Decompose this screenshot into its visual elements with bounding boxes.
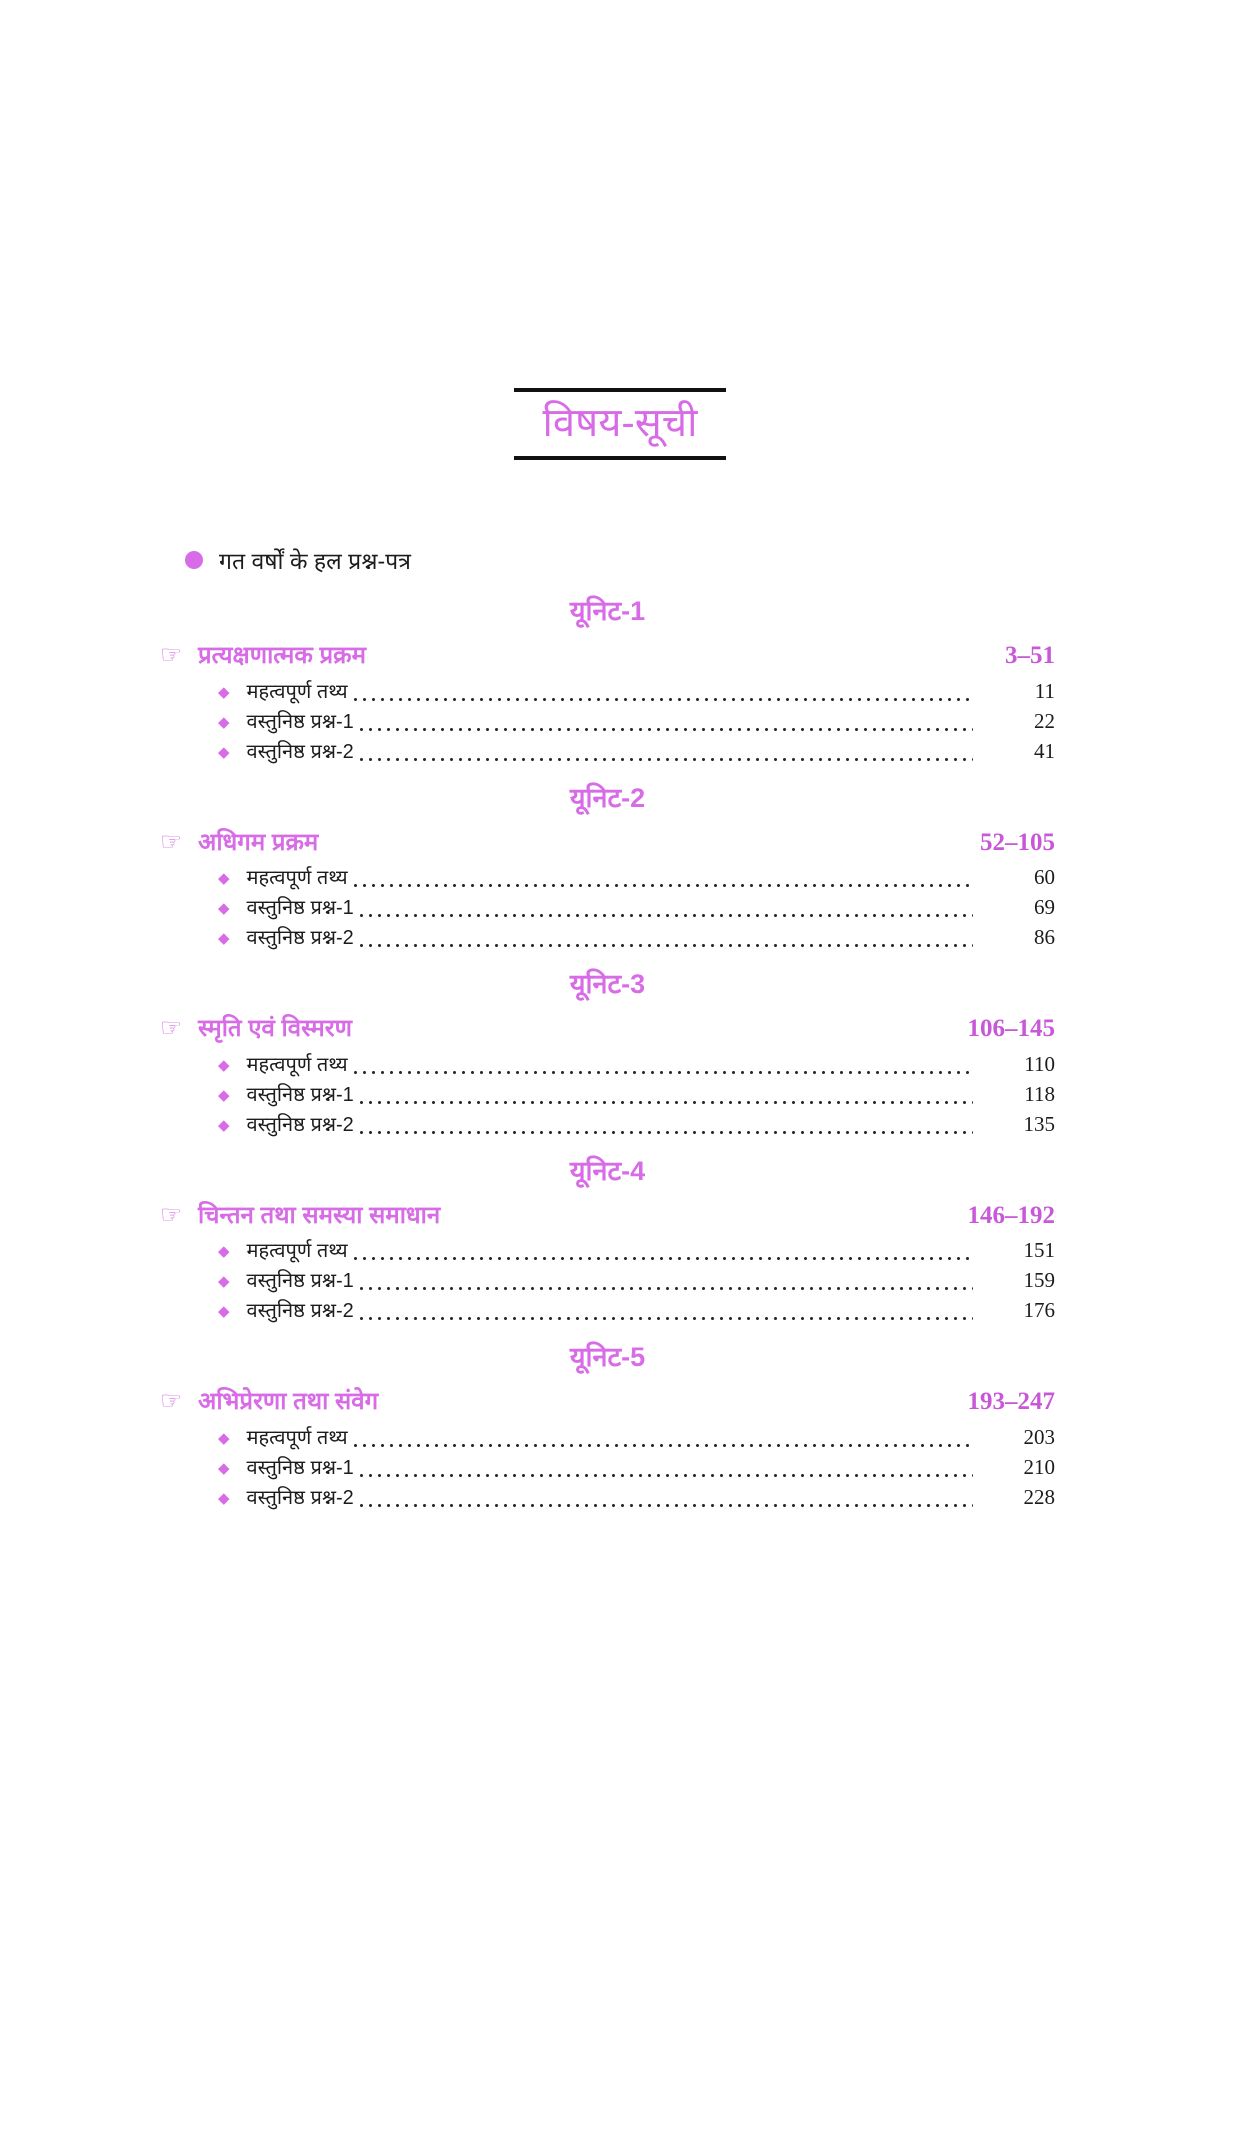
- toc-item-label: वस्तुनिष्ठ प्रश्न-2: [246, 1113, 354, 1136]
- chapter-items: [160, 1236, 1055, 1326]
- toc-item-row: [160, 707, 1055, 737]
- circle-bullet-icon: [185, 551, 203, 569]
- dot-leader: [351, 882, 973, 888]
- toc-item-page: 135: [1023, 1111, 1055, 1136]
- toc-item-row: [160, 1423, 1055, 1453]
- unit-header: यूनिट-5: [569, 1342, 646, 1373]
- title-block: [514, 388, 726, 460]
- diamond-bullet-icon: ◆: [218, 900, 230, 918]
- page-title: विषय-सूची: [542, 401, 698, 445]
- toc-item-page: 203: [1023, 1424, 1055, 1449]
- diamond-bullet-icon: ◆: [218, 1429, 230, 1447]
- pointing-hand-icon: ☞: [160, 641, 183, 670]
- toc-item-label: महत्वपूर्ण तथ्य: [246, 1240, 348, 1263]
- toc-item-page: 22: [1034, 708, 1055, 733]
- dot-leader: [357, 1129, 973, 1135]
- dot-leader: [357, 1502, 973, 1508]
- diamond-bullet-icon: ◆: [218, 683, 230, 701]
- toc-item-page: 110: [1024, 1051, 1055, 1076]
- toc-item-page: 210: [1023, 1454, 1055, 1479]
- chapter-page-range: 193–247: [967, 1388, 1055, 1416]
- toc-item-label: वस्तुनिष्ठ प्रश्न-2: [246, 1300, 354, 1323]
- pointing-hand-icon: ☞: [160, 1387, 183, 1416]
- intro-row: [160, 544, 1055, 576]
- chapter-title: अधिगम प्रक्रम: [198, 828, 319, 856]
- diamond-bullet-icon: ◆: [218, 930, 230, 948]
- diamond-bullet-icon: ◆: [218, 1116, 230, 1134]
- toc-item-row: [160, 737, 1055, 767]
- dot-leader: [357, 1285, 973, 1291]
- units-list: [160, 594, 1055, 1513]
- unit-section: [160, 781, 1055, 954]
- chapter-title: प्रत्यक्षणात्मक प्रक्रम: [198, 642, 366, 670]
- toc-item-label: वस्तुनिष्ठ प्रश्न-2: [246, 927, 354, 950]
- toc-item-page: 118: [1024, 1081, 1055, 1106]
- toc-item-row: [160, 863, 1055, 893]
- dot-leader: [351, 1069, 973, 1075]
- toc-item-label: वस्तुनिष्ठ प्रश्न-2: [246, 1486, 354, 1509]
- title-bottom-rule: [514, 456, 726, 460]
- toc-item-row: [160, 893, 1055, 923]
- chapter-page-range: 52–105: [980, 828, 1055, 856]
- toc-item-page: 151: [1023, 1238, 1055, 1263]
- pointing-hand-icon: ☞: [160, 1014, 183, 1043]
- toc-item-label: वस्तुनिष्ठ प्रश्न-1: [246, 897, 354, 920]
- dot-leader: [351, 1255, 973, 1261]
- dot-leader: [357, 1472, 973, 1478]
- unit-section: [160, 967, 1055, 1140]
- diamond-bullet-icon: ◆: [218, 1243, 230, 1261]
- toc-item-page: 11: [1034, 678, 1055, 703]
- toc-item-label: महत्वपूर्ण तथ्य: [246, 1426, 348, 1449]
- unit-section: [160, 594, 1055, 767]
- chapter-items: [160, 677, 1055, 767]
- dot-leader: [357, 726, 973, 732]
- toc-item-row: [160, 923, 1055, 953]
- dot-leader: [351, 696, 973, 702]
- toc-item-page: 60: [1034, 865, 1055, 890]
- chapter-page-range: 146–192: [967, 1201, 1055, 1229]
- toc-item-page: 41: [1034, 738, 1055, 763]
- diamond-bullet-icon: ◆: [218, 1086, 230, 1104]
- toc-item-page: 69: [1034, 895, 1055, 920]
- chapter-title: अभिप्रेरणा तथा संवेग: [198, 1388, 379, 1416]
- dot-leader: [357, 756, 973, 762]
- chapter-row: [160, 1385, 1055, 1419]
- diamond-bullet-icon: ◆: [218, 743, 230, 761]
- dot-leader: [357, 942, 973, 948]
- dot-leader: [357, 1315, 973, 1321]
- diamond-bullet-icon: ◆: [218, 870, 230, 888]
- toc-item-row: [160, 1080, 1055, 1110]
- pointing-hand-icon: ☞: [160, 827, 183, 856]
- toc-item-row: [160, 1266, 1055, 1296]
- diamond-bullet-icon: ◆: [218, 713, 230, 731]
- unit-header: यूनिट-1: [569, 596, 646, 626]
- toc-item-label: महत्वपूर्ण तथ्य: [246, 867, 348, 890]
- chapter-title: स्मृति एवं विस्मरण: [198, 1015, 352, 1043]
- toc-item-row: [160, 1236, 1055, 1266]
- diamond-bullet-icon: ◆: [218, 1303, 230, 1321]
- toc-item-row: [160, 1110, 1055, 1140]
- unit-section: [160, 1154, 1055, 1327]
- chapter-page-range: 3–51: [1005, 642, 1055, 670]
- toc-content: [160, 544, 1055, 1513]
- dot-leader: [357, 1099, 973, 1105]
- chapter-row: [160, 1199, 1055, 1233]
- toc-page: [0, 388, 1240, 1513]
- diamond-bullet-icon: ◆: [218, 1459, 230, 1477]
- chapter-title: चिन्तन तथा समस्या समाधान: [198, 1201, 441, 1229]
- toc-item-page: 86: [1034, 925, 1055, 950]
- toc-item-page: 176: [1023, 1298, 1055, 1323]
- unit-header: यूनिट-4: [569, 1155, 646, 1186]
- toc-item-row: [160, 1050, 1055, 1080]
- diamond-bullet-icon: ◆: [218, 1056, 230, 1074]
- toc-item-page: 228: [1023, 1484, 1055, 1509]
- unit-header: यूनिट-2: [569, 782, 646, 813]
- toc-item-label: वस्तुनिष्ठ प्रश्न-1: [246, 1270, 354, 1293]
- chapter-row: [160, 1012, 1055, 1046]
- toc-item-row: [160, 1296, 1055, 1326]
- chapter-items: [160, 863, 1055, 953]
- chapter-row: [160, 639, 1055, 673]
- unit-header: यूनिट-3: [569, 969, 646, 1000]
- toc-item-row: [160, 677, 1055, 707]
- intro-label: गत वर्षों के हल प्रश्न-पत्र: [219, 548, 411, 574]
- dot-leader: [357, 912, 973, 918]
- unit-section: [160, 1340, 1055, 1513]
- dot-leader: [351, 1442, 973, 1448]
- toc-item-row: [160, 1453, 1055, 1483]
- title-top-rule: [514, 388, 726, 392]
- pointing-hand-icon: ☞: [160, 1200, 183, 1229]
- toc-item-label: महत्वपूर्ण तथ्य: [246, 1053, 348, 1076]
- toc-item-page: 159: [1023, 1268, 1055, 1293]
- toc-item-row: [160, 1483, 1055, 1513]
- chapter-items: [160, 1423, 1055, 1513]
- toc-item-label: वस्तुनिष्ठ प्रश्न-2: [246, 740, 354, 763]
- toc-item-label: वस्तुनिष्ठ प्रश्न-1: [246, 1456, 354, 1479]
- diamond-bullet-icon: ◆: [218, 1489, 230, 1507]
- chapter-row: [160, 826, 1055, 860]
- chapter-items: [160, 1050, 1055, 1140]
- chapter-page-range: 106–145: [967, 1015, 1055, 1043]
- toc-item-label: वस्तुनिष्ठ प्रश्न-1: [246, 710, 354, 733]
- diamond-bullet-icon: ◆: [218, 1273, 230, 1291]
- toc-item-label: वस्तुनिष्ठ प्रश्न-1: [246, 1083, 354, 1106]
- toc-item-label: महत्वपूर्ण तथ्य: [246, 680, 348, 703]
